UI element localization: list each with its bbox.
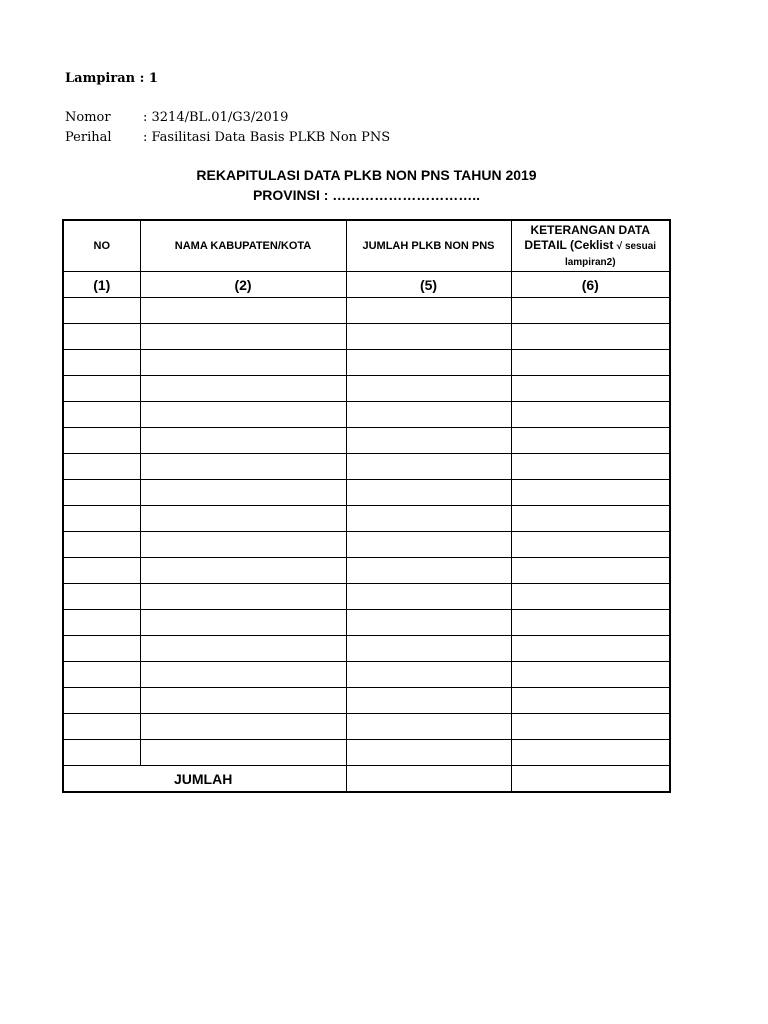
table-cell <box>140 558 346 584</box>
table-cell <box>346 610 511 636</box>
table-cell <box>511 376 670 402</box>
table-row <box>63 740 670 766</box>
header-no: NO <box>63 220 140 272</box>
table-cell <box>140 662 346 688</box>
recap-table <box>62 219 671 793</box>
table-cell <box>511 584 670 610</box>
table-cell <box>346 584 511 610</box>
table-cell <box>511 350 670 376</box>
table-cell <box>346 480 511 506</box>
table-row <box>63 402 670 428</box>
table-row <box>63 584 670 610</box>
table-cell <box>140 402 346 428</box>
perihal-label: Perihal <box>65 130 112 145</box>
header-keterangan-line1: KETERANGAN DATA <box>530 222 651 237</box>
table-cell <box>511 688 670 714</box>
table-cell <box>346 298 511 324</box>
total-keterangan-cell <box>511 766 670 793</box>
table-cell <box>63 428 140 454</box>
table-cell <box>63 350 140 376</box>
table-row <box>63 480 670 506</box>
nomor-row <box>65 110 288 125</box>
table-row <box>63 298 670 324</box>
table-cell <box>346 324 511 350</box>
table-cell <box>140 350 346 376</box>
table-cell <box>346 636 511 662</box>
col-number-6: (6) <box>511 272 670 298</box>
table-cell <box>63 558 140 584</box>
table-cell <box>511 636 670 662</box>
table-cell <box>63 688 140 714</box>
table-cell <box>511 714 670 740</box>
table-row <box>63 428 670 454</box>
table-cell <box>63 454 140 480</box>
header-keterangan-line2: DETAIL (Ceklist <box>524 237 614 252</box>
table-row <box>63 324 670 350</box>
lampiran-label: Lampiran : 1 <box>65 71 158 86</box>
table-row <box>63 636 670 662</box>
table-cell <box>140 584 346 610</box>
table-cell <box>140 480 346 506</box>
table-row <box>63 662 670 688</box>
col-number-1: (1) <box>63 272 140 298</box>
table-row <box>63 532 670 558</box>
table-cell <box>63 480 140 506</box>
table-cell <box>63 740 140 766</box>
table-cell <box>63 324 140 350</box>
table-cell <box>346 740 511 766</box>
table-cell <box>140 376 346 402</box>
table-cell <box>511 532 670 558</box>
table-row <box>63 610 670 636</box>
table-cell <box>346 558 511 584</box>
table-cell <box>140 636 346 662</box>
table-cell <box>346 402 511 428</box>
table-cell <box>63 714 140 740</box>
table-cell <box>63 636 140 662</box>
table-cell <box>140 506 346 532</box>
table-cell <box>511 610 670 636</box>
table-cell <box>140 428 346 454</box>
table-cell <box>511 298 670 324</box>
table-cell <box>511 428 670 454</box>
table-cell <box>346 376 511 402</box>
table-cell <box>511 662 670 688</box>
table-cell <box>63 532 140 558</box>
perihal-row <box>65 130 390 145</box>
table-cell <box>511 740 670 766</box>
perihal-value: : Fasilitasi Data Basis PLKB Non PNS <box>143 130 391 145</box>
table-cell <box>63 402 140 428</box>
table-cell <box>140 532 346 558</box>
header-keterangan-line3: lampiran2) <box>564 256 616 268</box>
table-cell <box>346 350 511 376</box>
province-line: PROVINSI : ………………………….. <box>252 187 481 203</box>
table-cell <box>140 324 346 350</box>
table-cell <box>511 480 670 506</box>
table-cell <box>140 610 346 636</box>
table-cell <box>63 506 140 532</box>
table-header-row <box>63 220 670 272</box>
document-title: REKAPITULASI DATA PLKB NON PNS TAHUN 2019 <box>196 167 537 183</box>
table-cell <box>346 688 511 714</box>
table-row <box>63 558 670 584</box>
table-cell <box>346 428 511 454</box>
table-row <box>63 688 670 714</box>
table-cell <box>140 298 346 324</box>
table-row <box>63 454 670 480</box>
table-cell <box>63 298 140 324</box>
table-cell <box>346 662 511 688</box>
nomor-label: Nomor <box>65 110 111 125</box>
col-number-5: (5) <box>346 272 511 298</box>
table-cell <box>511 402 670 428</box>
table-row <box>63 376 670 402</box>
table-cell <box>346 506 511 532</box>
table-cell <box>140 454 346 480</box>
table-cell <box>511 558 670 584</box>
table-row <box>63 714 670 740</box>
table-cell <box>63 610 140 636</box>
table-cell <box>511 324 670 350</box>
header-nama-kabupaten: NAMA KABUPATEN/KOTA <box>140 220 346 272</box>
header-keterangan <box>511 220 670 272</box>
table-cell <box>346 454 511 480</box>
total-jumlah-cell <box>346 766 511 793</box>
table-cell <box>346 714 511 740</box>
table-row <box>63 506 670 532</box>
nomor-value: : 3214/BL.01/G3/2019 <box>143 110 289 125</box>
table-cell <box>140 714 346 740</box>
table-cell <box>511 506 670 532</box>
total-label: JUMLAH <box>63 766 346 793</box>
table-cell <box>63 376 140 402</box>
table-cell <box>63 584 140 610</box>
table-cell <box>511 454 670 480</box>
table-cell <box>140 688 346 714</box>
table-cell <box>346 532 511 558</box>
column-number-row <box>63 272 670 298</box>
table-cell <box>63 662 140 688</box>
total-row <box>63 766 670 793</box>
header-keterangan-line2b: √ sesuai <box>616 240 657 252</box>
table-cell <box>140 740 346 766</box>
table-row <box>63 350 670 376</box>
col-number-2: (2) <box>140 272 346 298</box>
header-jumlah-plkb: JUMLAH PLKB NON PNS <box>346 220 511 272</box>
